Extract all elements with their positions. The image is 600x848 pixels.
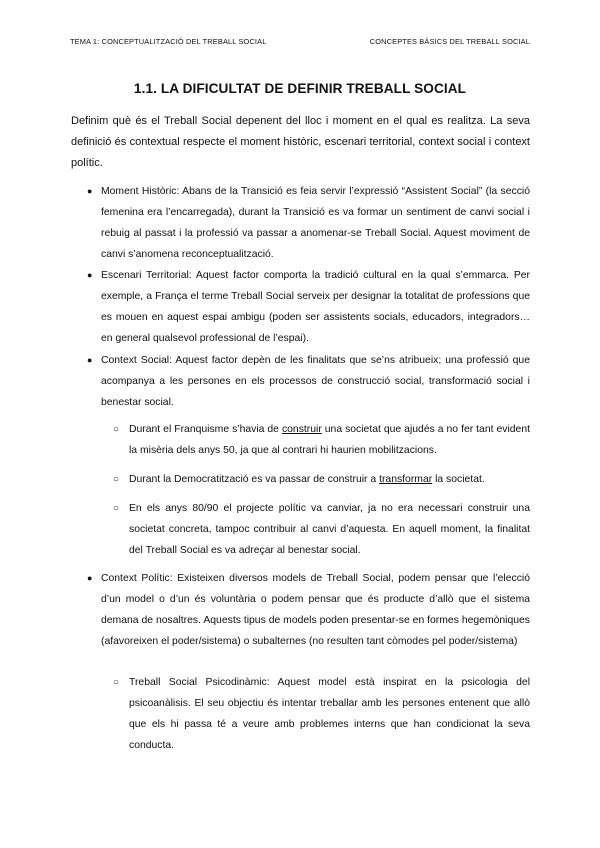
circle-bullet-icon: ○ xyxy=(113,424,120,435)
circle-bullet-icon: ○ xyxy=(113,474,120,485)
bullet-icon: ● xyxy=(87,355,93,365)
bullet-icon: ● xyxy=(87,186,93,196)
list-item xyxy=(87,568,530,652)
bullet-icon: ● xyxy=(87,270,93,280)
list-item-text: Context Polític: Existeixen diversos models de Treball Social, podem pensar que l’elecció d’un model o d’un és voluntària o podem pensar que és producte d’allò que el sistema demana de nosaltres. Aquests tipus de models poden presentar-se en formes hegemòniques (afavoreixen el poder/sistema) o subalternes (no resulten tant còmodes pel poder/sistema) xyxy=(101,573,530,647)
sub-list-item xyxy=(113,469,530,490)
header-left: TEMA 1: CONCEPTUALITZACIÓ DEL TREBALL SOCIAL xyxy=(70,37,267,46)
sub-list-item-text: Treball Social Psicodinàmic: Aquest model està inspirat en la psicologia del psicoanàlisis. El seu objectiu és intentar treballar amb les persones entenent que allò que els hi passa té a veure amb problemes interns que han condicionat la seva conducta. xyxy=(129,677,530,751)
intro-paragraph: Definim què és el Treball Social depenent del lloc i moment en el qual es realitza. La seva definició és contextual respecte el moment històric, escenari territorial, context social i context polític. xyxy=(71,115,530,169)
underlined-word: construir xyxy=(281,424,322,435)
circle-bullet-icon: ○ xyxy=(113,677,120,688)
sub-list-item xyxy=(113,672,530,756)
list-item xyxy=(87,350,530,413)
list-item-text: Context Social: Aquest factor depèn de les finalitats que se’ns atribueix; una professió que acompanya a les persones en els processos de construcció social, transformació social i benestar social. xyxy=(101,355,530,408)
sub-list-item-text: Durant la Democratització es va passar de construir a transformar la societat. xyxy=(129,474,485,485)
circle-bullet-icon: ○ xyxy=(113,503,120,514)
section-title: 1.1. LA DIFICULTAT DE DEFINIR TREBALL SOCIAL xyxy=(133,81,467,96)
list-item xyxy=(87,181,530,265)
underlined-word: transformar xyxy=(379,474,433,485)
sub-list-item xyxy=(113,498,530,561)
bullet-icon: ● xyxy=(87,573,93,583)
page-header xyxy=(70,37,530,46)
sub-list-item-text: Durant el Franquisme s’havia de construir una societat que ajudés a no fer tant evident la misèria dels anys 50, ja que al contrari hi haurien mobilitzacions. xyxy=(129,424,530,456)
sub-list-item xyxy=(113,419,530,461)
header-right: CONCEPTES BÀSICS DEL TREBALL SOCIAL xyxy=(369,37,530,46)
list-item-text: Escenari Territorial: Aquest factor comporta la tradició cultural en la qual s’emmarca. Per exemple, a França el terme Treball Social serveix per designar la totalitat de professions que es mouen en aquest espai ambigu (poden ser assistents socials, educadors, integradors… en general qualsevol professional de l’espai). xyxy=(101,270,530,344)
sub-list-item-text: En els anys 80/90 el projecte polític va canviar, ja no era necessari construir una societat concreta, tampoc contribuir al canvi d’aquesta. En aquell moment, la finalitat del Treball Social es va adreçar al benestar social. xyxy=(129,503,530,556)
list-item-text: Moment Històric: Abans de la Transició es feia servir l’expressió “Assistent Social” (la secció femenina era l’encarregada), durant la Transició es va formar un sentiment de canvi social i rebuig al passat i la professió va passar a anomenar-se Treball Social. Aquest moviment de canvi s’anomena reconceptualització. xyxy=(101,186,530,260)
list-item xyxy=(87,265,530,349)
